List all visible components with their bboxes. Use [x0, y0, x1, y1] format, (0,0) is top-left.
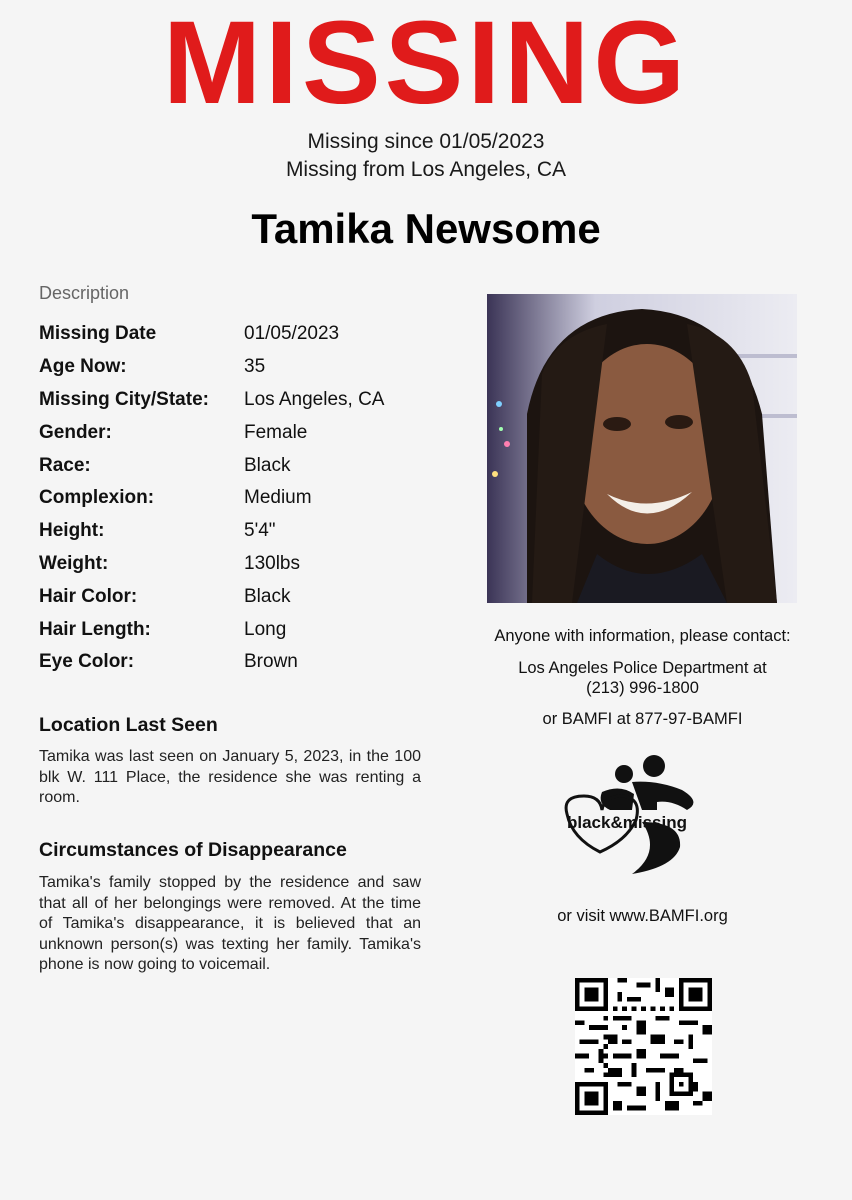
missing-info — [0, 128, 852, 184]
detail-row — [39, 548, 459, 581]
missing-from: Missing from Los Angeles, CA — [285, 158, 567, 181]
detail-value: 01/05/2023 — [244, 323, 340, 345]
detail-row — [39, 384, 459, 417]
location-text: Tamika was last seen on January 5, 2023, in the 100 blk W. 111 Place, the residence she was renting a room. — [39, 748, 421, 806]
detail-value: 5'4" — [244, 520, 276, 542]
detail-row — [39, 416, 459, 449]
contact-intro: Anyone with information, please contact: — [494, 627, 791, 645]
detail-label: Age Now: — [39, 356, 127, 378]
detail-row — [39, 613, 459, 646]
detail-row — [39, 646, 459, 679]
contact-police-name: Los Angeles Police Department at — [518, 659, 767, 677]
detail-value: Medium — [244, 487, 312, 509]
detail-label: Gender: — [39, 421, 112, 443]
person-photo — [487, 294, 797, 603]
headline: MISSING — [162, 0, 690, 129]
detail-label: Complexion: — [39, 487, 155, 509]
contact-police-phone: (213) 996-1800 — [586, 679, 699, 697]
detail-label: Missing Date — [39, 323, 157, 345]
detail-label: Missing City/State: — [39, 388, 209, 410]
detail-label: Hair Color: — [39, 585, 138, 607]
detail-label: Height: — [39, 520, 105, 542]
person-name: Tamika Newsome — [251, 205, 601, 252]
detail-value: Los Angeles, CA — [244, 388, 385, 410]
detail-label: Eye Color: — [39, 651, 135, 673]
detail-value: Female — [244, 421, 308, 443]
contact-police — [470, 658, 815, 698]
detail-row — [39, 515, 459, 548]
detail-label: Race: — [39, 454, 91, 476]
details-table — [39, 318, 459, 679]
description-label: Description — [39, 283, 130, 303]
detail-row — [39, 449, 459, 482]
circumstances-text: Tamika's family stopped by the residence and saw that all of her belongings were removed. At the time of Tamika's disappearance, it is believed that an unknown person(s) was texting her family. Tamika's phone is now going to voicemail. — [39, 874, 421, 973]
detail-value: Long — [244, 618, 287, 640]
detail-row — [39, 351, 459, 384]
detail-row — [39, 482, 459, 515]
detail-label: Hair Length: — [39, 618, 151, 640]
logo-text: black&missing — [567, 813, 687, 832]
contact-bamfi: or BAMFI at 877-97-BAMFI — [542, 710, 743, 728]
detail-value: 130lbs — [244, 552, 300, 574]
detail-row — [39, 318, 459, 351]
detail-row — [39, 580, 459, 613]
location-heading: Location Last Seen — [39, 714, 218, 736]
detail-value: 35 — [244, 356, 266, 378]
missing-since: Missing since 01/05/2023 — [307, 130, 545, 153]
detail-label: Weight: — [39, 552, 109, 574]
detail-value: Black — [244, 585, 291, 607]
website-link[interactable]: or visit www.BAMFI.org — [557, 907, 728, 925]
bamfi-logo — [562, 752, 712, 877]
detail-value: Brown — [244, 651, 298, 673]
circumstances-heading: Circumstances of Disappearance — [39, 839, 347, 861]
qr-code[interactable] — [575, 978, 712, 1115]
detail-value: Black — [244, 454, 291, 476]
